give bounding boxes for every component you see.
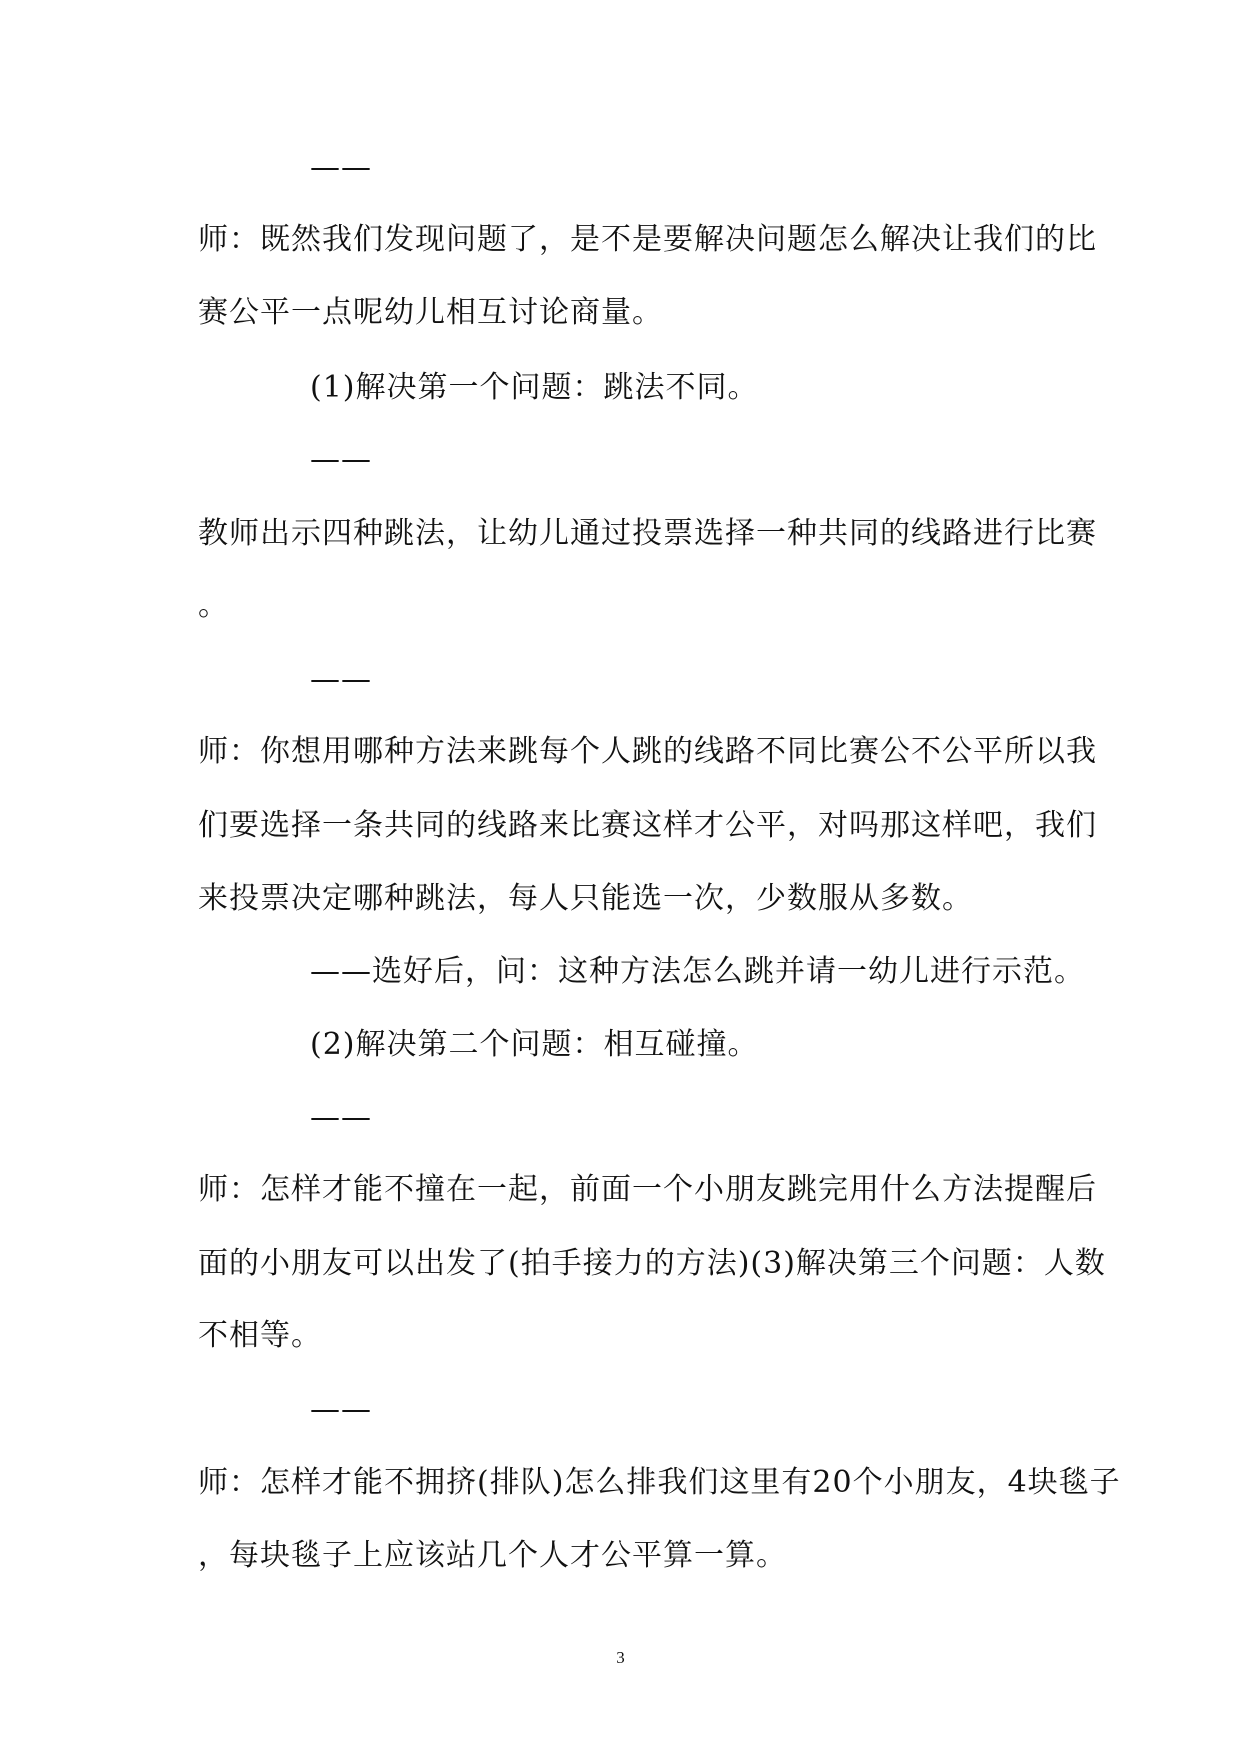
text-line: 。 (198, 588, 229, 623)
text-line: —— (310, 662, 372, 697)
text-line: (2)解决第二个问题：相互碰撞。 (310, 1027, 759, 1062)
page-number: 3 (616, 1648, 625, 1667)
text-line: 们要选择一条共同的线路来比赛这样才公平，对吗那这样吧，我们 (198, 808, 1097, 843)
text-line: 赛公平一点呢幼儿相互讨论商量。 (198, 295, 663, 330)
text-line: 师：你想用哪种方法来跳每个人跳的线路不同比赛公不公平所以我 (198, 734, 1097, 769)
text-line: 师：既然我们发现问题了，是不是要解决问题怎么解决让我们的比 (198, 222, 1097, 257)
text-line: 师：怎样才能不拥挤(排队)怎么排我们这里有20个小朋友，4块毯子 (198, 1465, 1121, 1500)
text-line: —— (310, 1392, 372, 1427)
text-line: (1)解决第一个问题：跳法不同。 (310, 370, 759, 405)
text-line: —— (310, 1100, 372, 1135)
text-line: ，每块毯子上应该站几个人才公平算一算。 (198, 1538, 787, 1573)
text-line: 面的小朋友可以出发了(拍手接力的方法)(3)解决第三个问题：人数 (198, 1246, 1106, 1281)
text-line: —— (310, 442, 372, 477)
text-line: 不相等。 (198, 1318, 322, 1353)
text-line: ——选好后，问：这种方法怎么跳并请一幼儿进行示范。 (310, 954, 1085, 989)
text-line: 教师出示四种跳法，让幼儿通过投票选择一种共同的线路进行比赛 (198, 516, 1097, 551)
text-line: —— (310, 150, 372, 185)
text-line: 师：怎样才能不撞在一起，前面一个小朋友跳完用什么方法提醒后 (198, 1172, 1097, 1207)
text-line: 来投票决定哪种跳法，每人只能选一次，少数服从多数。 (198, 881, 973, 916)
